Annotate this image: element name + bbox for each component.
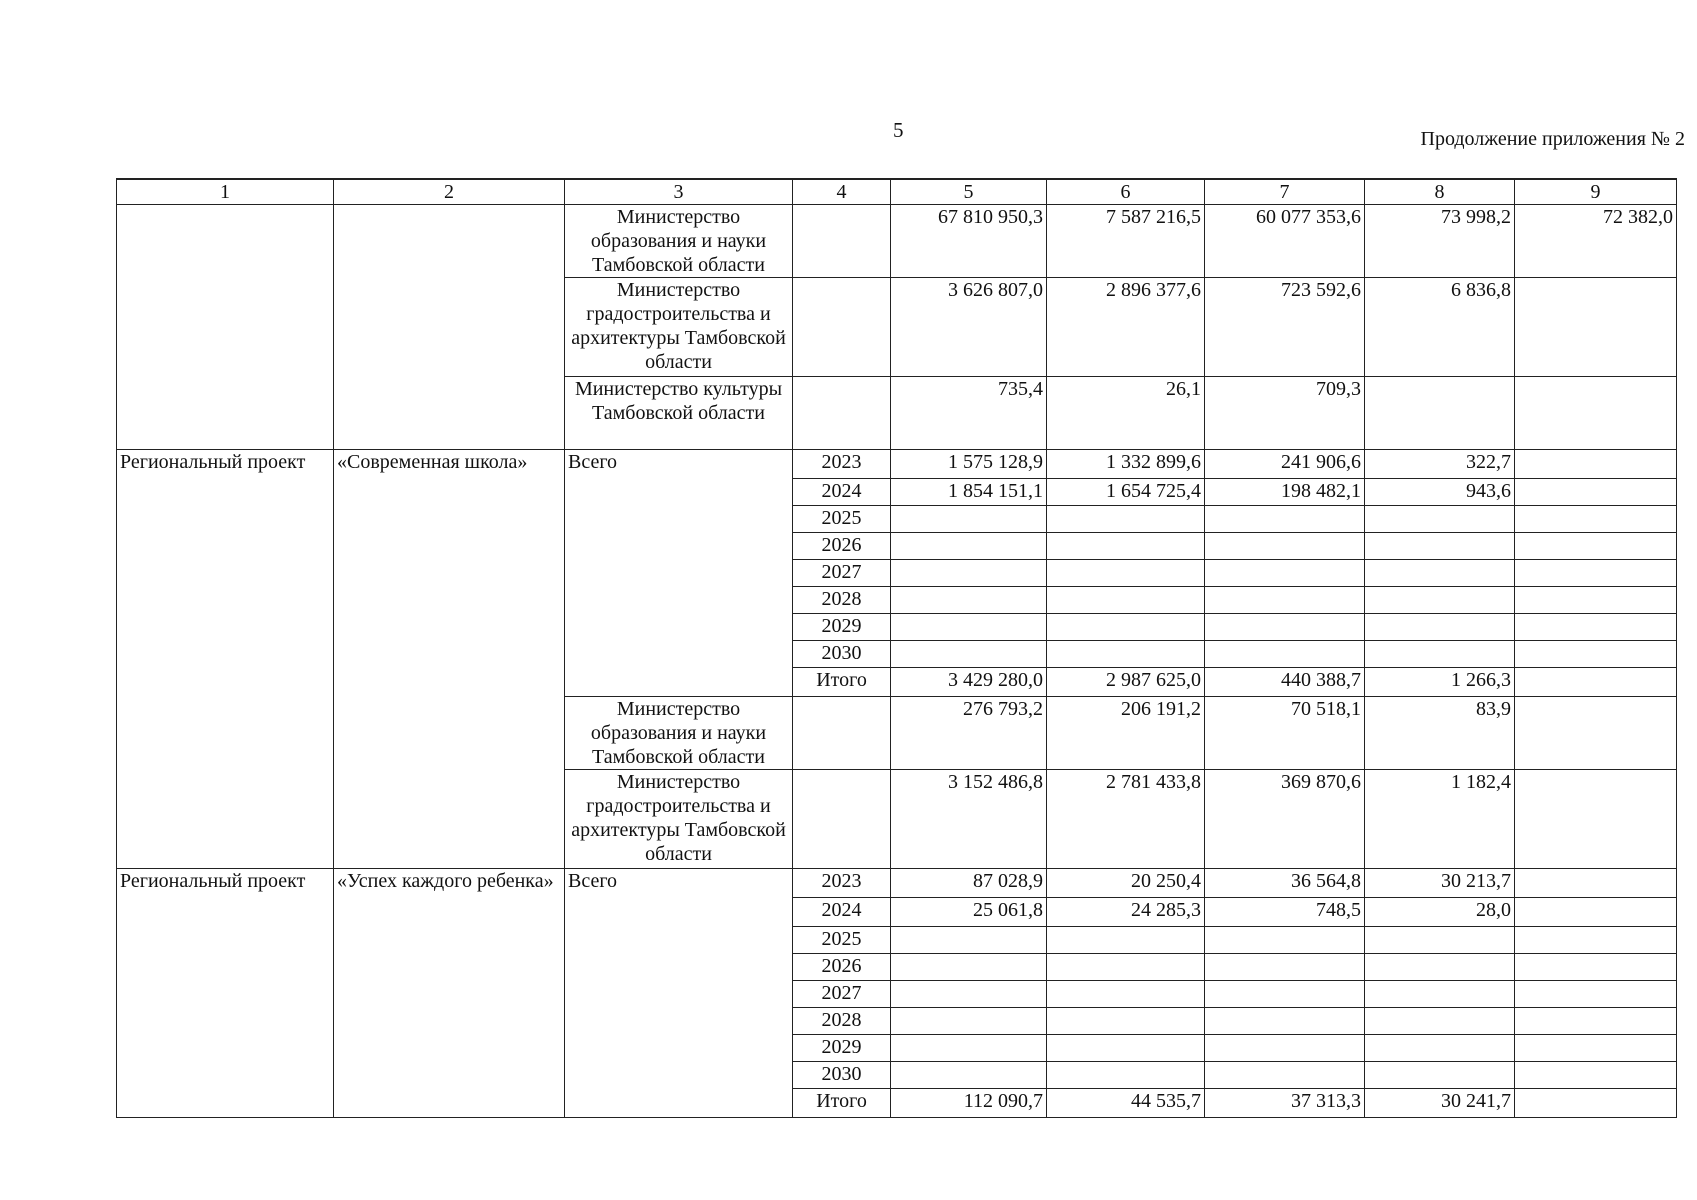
budget-table xyxy=(116,178,1677,1118)
year-cell xyxy=(793,770,891,869)
value-cell xyxy=(1205,1035,1365,1062)
year-cell: 2026 xyxy=(793,954,891,981)
value-cell: 28,0 xyxy=(1365,898,1515,927)
project-name: «Современная школа» xyxy=(334,450,565,869)
value-cell: 440 388,7 xyxy=(1205,668,1365,697)
value-cell xyxy=(1205,533,1365,560)
value-cell xyxy=(1365,560,1515,587)
value-cell xyxy=(891,533,1047,560)
value-cell: 1 266,3 xyxy=(1365,668,1515,697)
value-cell xyxy=(1047,533,1205,560)
value-cell: 322,7 xyxy=(1365,450,1515,479)
value-cell xyxy=(1205,506,1365,533)
value-cell: 241 906,6 xyxy=(1205,450,1365,479)
year-cell xyxy=(793,697,891,770)
value-cell xyxy=(1365,641,1515,668)
ministry-name: Министерство культуры Тамбовской области xyxy=(565,377,793,450)
value-cell xyxy=(1515,1089,1677,1118)
value-cell xyxy=(1515,278,1677,377)
value-cell xyxy=(1515,668,1677,697)
year-cell: 2029 xyxy=(793,614,891,641)
value-cell xyxy=(891,981,1047,1008)
value-cell: 1 575 128,9 xyxy=(891,450,1047,479)
value-cell xyxy=(1365,954,1515,981)
value-cell: 198 482,1 xyxy=(1205,479,1365,506)
value-cell: 30 213,7 xyxy=(1365,869,1515,898)
value-cell xyxy=(1365,587,1515,614)
value-cell: 3 152 486,8 xyxy=(891,770,1047,869)
value-cell: 723 592,6 xyxy=(1205,278,1365,377)
value-cell xyxy=(1515,533,1677,560)
table-row xyxy=(117,869,1677,898)
value-cell: 2 896 377,6 xyxy=(1047,278,1205,377)
value-cell xyxy=(1365,533,1515,560)
value-cell xyxy=(1365,614,1515,641)
value-cell xyxy=(1515,560,1677,587)
column-header: 1 xyxy=(117,179,334,205)
year-cell: 2027 xyxy=(793,560,891,587)
value-cell xyxy=(891,1062,1047,1089)
value-cell: 87 028,9 xyxy=(891,869,1047,898)
value-cell: 1 332 899,6 xyxy=(1047,450,1205,479)
value-cell xyxy=(1515,697,1677,770)
column-header: 5 xyxy=(891,179,1047,205)
year-cell: 2026 xyxy=(793,533,891,560)
year-cell: 2030 xyxy=(793,641,891,668)
project-name: «Успех каждого ребенка» xyxy=(334,869,565,1118)
value-cell xyxy=(1515,614,1677,641)
value-cell xyxy=(1515,377,1677,450)
value-cell: 7 587 216,5 xyxy=(1047,205,1205,278)
value-cell xyxy=(1047,587,1205,614)
column-header: 3 xyxy=(565,179,793,205)
value-cell xyxy=(1205,954,1365,981)
ministry-name: Министерство образования и науки Тамбовской области xyxy=(565,205,793,278)
value-cell xyxy=(1515,981,1677,1008)
value-cell: 44 535,7 xyxy=(1047,1089,1205,1118)
value-cell xyxy=(1047,981,1205,1008)
year-cell: 2028 xyxy=(793,587,891,614)
total-year-cell: Итого xyxy=(793,668,891,697)
value-cell xyxy=(1515,770,1677,869)
value-cell: 26,1 xyxy=(1047,377,1205,450)
value-cell xyxy=(891,641,1047,668)
value-cell: 6 836,8 xyxy=(1365,278,1515,377)
empty-cell xyxy=(117,205,334,450)
value-cell xyxy=(891,506,1047,533)
value-cell: 1 182,4 xyxy=(1365,770,1515,869)
value-cell: 83,9 xyxy=(1365,697,1515,770)
value-cell xyxy=(1515,587,1677,614)
value-cell: 36 564,8 xyxy=(1205,869,1365,898)
value-cell xyxy=(1515,1062,1677,1089)
value-cell xyxy=(1365,377,1515,450)
year-cell: 2023 xyxy=(793,450,891,479)
value-cell: 2 987 625,0 xyxy=(1047,668,1205,697)
value-cell: 70 518,1 xyxy=(1205,697,1365,770)
ministry-name: Министерство образования и науки Тамбовской области xyxy=(565,697,793,770)
value-cell xyxy=(1515,954,1677,981)
value-cell xyxy=(1047,927,1205,954)
value-cell: 20 250,4 xyxy=(1047,869,1205,898)
value-cell xyxy=(1047,506,1205,533)
appendix-continuation-note: Продолжение приложения № 2 xyxy=(1420,128,1685,150)
value-cell xyxy=(1365,1008,1515,1035)
column-header: 2 xyxy=(334,179,565,205)
value-cell: 3 429 280,0 xyxy=(891,668,1047,697)
ministry-name: Министерство градостроительства и архитектуры Тамбовской области xyxy=(565,770,793,869)
year-cell: 2028 xyxy=(793,1008,891,1035)
value-cell: 2 781 433,8 xyxy=(1047,770,1205,869)
column-header: 9 xyxy=(1515,179,1677,205)
value-cell: 748,5 xyxy=(1205,898,1365,927)
value-cell xyxy=(1047,614,1205,641)
value-cell xyxy=(1205,614,1365,641)
column-header: 4 xyxy=(793,179,891,205)
value-cell xyxy=(1515,927,1677,954)
column-header: 6 xyxy=(1047,179,1205,205)
value-cell xyxy=(1515,1008,1677,1035)
column-header: 8 xyxy=(1365,179,1515,205)
value-cell: 735,4 xyxy=(891,377,1047,450)
ministry-name: Министерство градостроительства и архитектуры Тамбовской области xyxy=(565,278,793,377)
total-label: Всего xyxy=(565,869,793,1118)
value-cell xyxy=(1205,981,1365,1008)
value-cell xyxy=(1047,641,1205,668)
empty-cell xyxy=(334,205,565,450)
year-cell: 2027 xyxy=(793,981,891,1008)
value-cell xyxy=(1515,641,1677,668)
year-cell: 2025 xyxy=(793,506,891,533)
value-cell: 72 382,0 xyxy=(1515,205,1677,278)
value-cell xyxy=(1205,927,1365,954)
table-row xyxy=(117,450,1677,479)
value-cell xyxy=(1515,479,1677,506)
value-cell: 206 191,2 xyxy=(1047,697,1205,770)
value-cell xyxy=(891,1008,1047,1035)
value-cell: 73 998,2 xyxy=(1365,205,1515,278)
value-cell xyxy=(1205,1062,1365,1089)
column-number-row xyxy=(117,179,1677,205)
value-cell xyxy=(1205,560,1365,587)
value-cell xyxy=(891,954,1047,981)
value-cell xyxy=(1047,954,1205,981)
value-cell xyxy=(1205,641,1365,668)
value-cell xyxy=(1365,1062,1515,1089)
value-cell: 943,6 xyxy=(1365,479,1515,506)
value-cell xyxy=(1365,506,1515,533)
total-year-cell: Итого xyxy=(793,1089,891,1118)
value-cell: 25 061,8 xyxy=(891,898,1047,927)
year-cell: 2029 xyxy=(793,1035,891,1062)
column-header: 7 xyxy=(1205,179,1365,205)
value-cell: 1 854 151,1 xyxy=(891,479,1047,506)
value-cell xyxy=(1515,506,1677,533)
project-type: Региональный проект xyxy=(117,869,334,1118)
value-cell xyxy=(891,587,1047,614)
value-cell: 37 313,3 xyxy=(1205,1089,1365,1118)
value-cell xyxy=(891,560,1047,587)
value-cell: 3 626 807,0 xyxy=(891,278,1047,377)
value-cell: 112 090,7 xyxy=(891,1089,1047,1118)
value-cell: 67 810 950,3 xyxy=(891,205,1047,278)
value-cell xyxy=(1205,1008,1365,1035)
value-cell xyxy=(1365,1035,1515,1062)
value-cell xyxy=(1047,1062,1205,1089)
value-cell xyxy=(891,614,1047,641)
value-cell: 276 793,2 xyxy=(891,697,1047,770)
value-cell xyxy=(1365,981,1515,1008)
value-cell xyxy=(1047,560,1205,587)
value-cell xyxy=(1515,450,1677,479)
project-type: Региональный проект xyxy=(117,450,334,869)
total-label: Всего xyxy=(565,450,793,697)
year-cell xyxy=(793,205,891,278)
value-cell xyxy=(1515,869,1677,898)
value-cell: 30 241,7 xyxy=(1365,1089,1515,1118)
value-cell xyxy=(1515,1035,1677,1062)
value-cell: 369 870,6 xyxy=(1205,770,1365,869)
year-cell: 2023 xyxy=(793,869,891,898)
table-row xyxy=(117,205,1677,278)
value-cell xyxy=(1205,587,1365,614)
value-cell: 60 077 353,6 xyxy=(1205,205,1365,278)
value-cell: 1 654 725,4 xyxy=(1047,479,1205,506)
year-cell xyxy=(793,377,891,450)
value-cell: 24 285,3 xyxy=(1047,898,1205,927)
value-cell xyxy=(891,1035,1047,1062)
year-cell: 2025 xyxy=(793,927,891,954)
value-cell xyxy=(1047,1008,1205,1035)
year-cell: 2024 xyxy=(793,898,891,927)
year-cell: 2024 xyxy=(793,479,891,506)
value-cell xyxy=(1515,898,1677,927)
value-cell: 709,3 xyxy=(1205,377,1365,450)
value-cell xyxy=(891,927,1047,954)
value-cell xyxy=(1047,1035,1205,1062)
value-cell xyxy=(1365,927,1515,954)
year-cell: 2030 xyxy=(793,1062,891,1089)
page-number: 5 xyxy=(893,118,904,142)
year-cell xyxy=(793,278,891,377)
